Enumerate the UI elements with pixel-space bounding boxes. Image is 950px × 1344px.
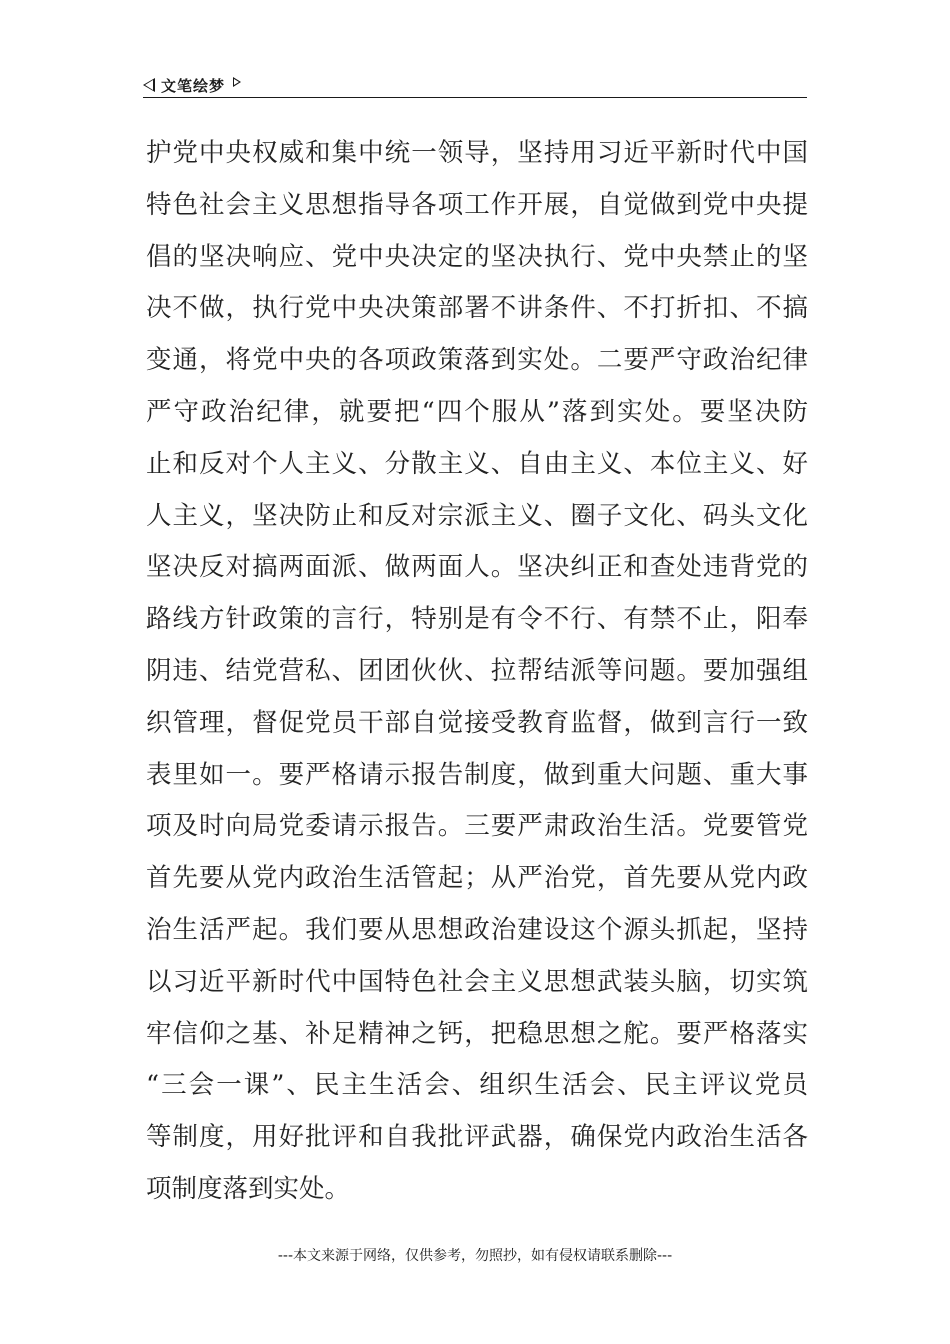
body-text xyxy=(146,128,808,1216)
body-line: 牢信仰之基、补足精神之钙，把稳思想之舵。要严格落实 xyxy=(146,1018,808,1049)
body-line: 严守政治纪律，就要把“四个服从”落到实处。要坚决防 xyxy=(146,396,808,427)
body-line: 变通，将党中央的各项政策落到实处。二要严守政治纪律 xyxy=(146,345,808,376)
body-line: 项及时向局党委请示报告。三要严肃政治生活。党要管党 xyxy=(146,811,808,842)
body-line: 倡的坚决响应、党中央决定的坚决执行、党中央禁止的坚 xyxy=(146,241,808,272)
footer-notice: ---本文来源于网络，仅供参考，勿照抄，如有侵权请联系删除--- xyxy=(277,1248,673,1264)
body-line: 织管理，督促党员干部自觉接受教育监督，做到言行一致 xyxy=(146,707,808,738)
page-header xyxy=(143,72,807,98)
body-line: 路线方针政策的言行，特别是有令不行、有禁不止，阳奉 xyxy=(146,604,808,635)
body-line-last: 项制度落到实处。 xyxy=(146,1173,351,1204)
body-line: 坚决反对搞两面派、做两面人。坚决纠正和查处违背党的 xyxy=(146,552,808,583)
body-line: 治生活严起。我们要从思想政治建设这个源头抓起，坚持 xyxy=(146,914,808,945)
triangle-right-icon xyxy=(233,77,241,87)
body-line: 护党中央权威和集中统一领导，坚持用习近平新时代中国 xyxy=(146,138,808,168)
body-line: 特色社会主义思想指导各项工作开展，自觉做到党中央提 xyxy=(146,189,808,220)
body-line: 以习近平新时代中国特色社会主义思想武装头脑，切实筑 xyxy=(146,966,808,997)
body-line: “三会一课”、民主生活会、组织生活会、民主评议党员 xyxy=(146,1070,808,1101)
body-line: 决不做，执行党中央决策部署不讲条件、不打折扣、不搞 xyxy=(146,293,808,324)
triangle-left-icon xyxy=(143,78,155,92)
header-divider xyxy=(143,97,807,98)
body-line: 首先要从党内政治生活管起；从严治党，首先要从党内政 xyxy=(146,863,808,894)
body-line: 止和反对个人主义、分散主义、自由主义、本位主义、好 xyxy=(146,448,808,479)
body-line: 等制度，用好批评和自我批评武器，确保党内政治生活各 xyxy=(146,1122,808,1153)
brand-label: 文笔绘梦 xyxy=(161,76,226,95)
body-line: 表里如一。要严格请示报告制度，做到重大问题、重大事 xyxy=(146,759,808,790)
body-line: 阴违、结党营私、团团伙伙、拉帮结派等问题。要加强组 xyxy=(146,655,808,686)
body-line: 人主义，坚决防止和反对宗派主义、圈子文化、码头文化 xyxy=(146,500,808,531)
